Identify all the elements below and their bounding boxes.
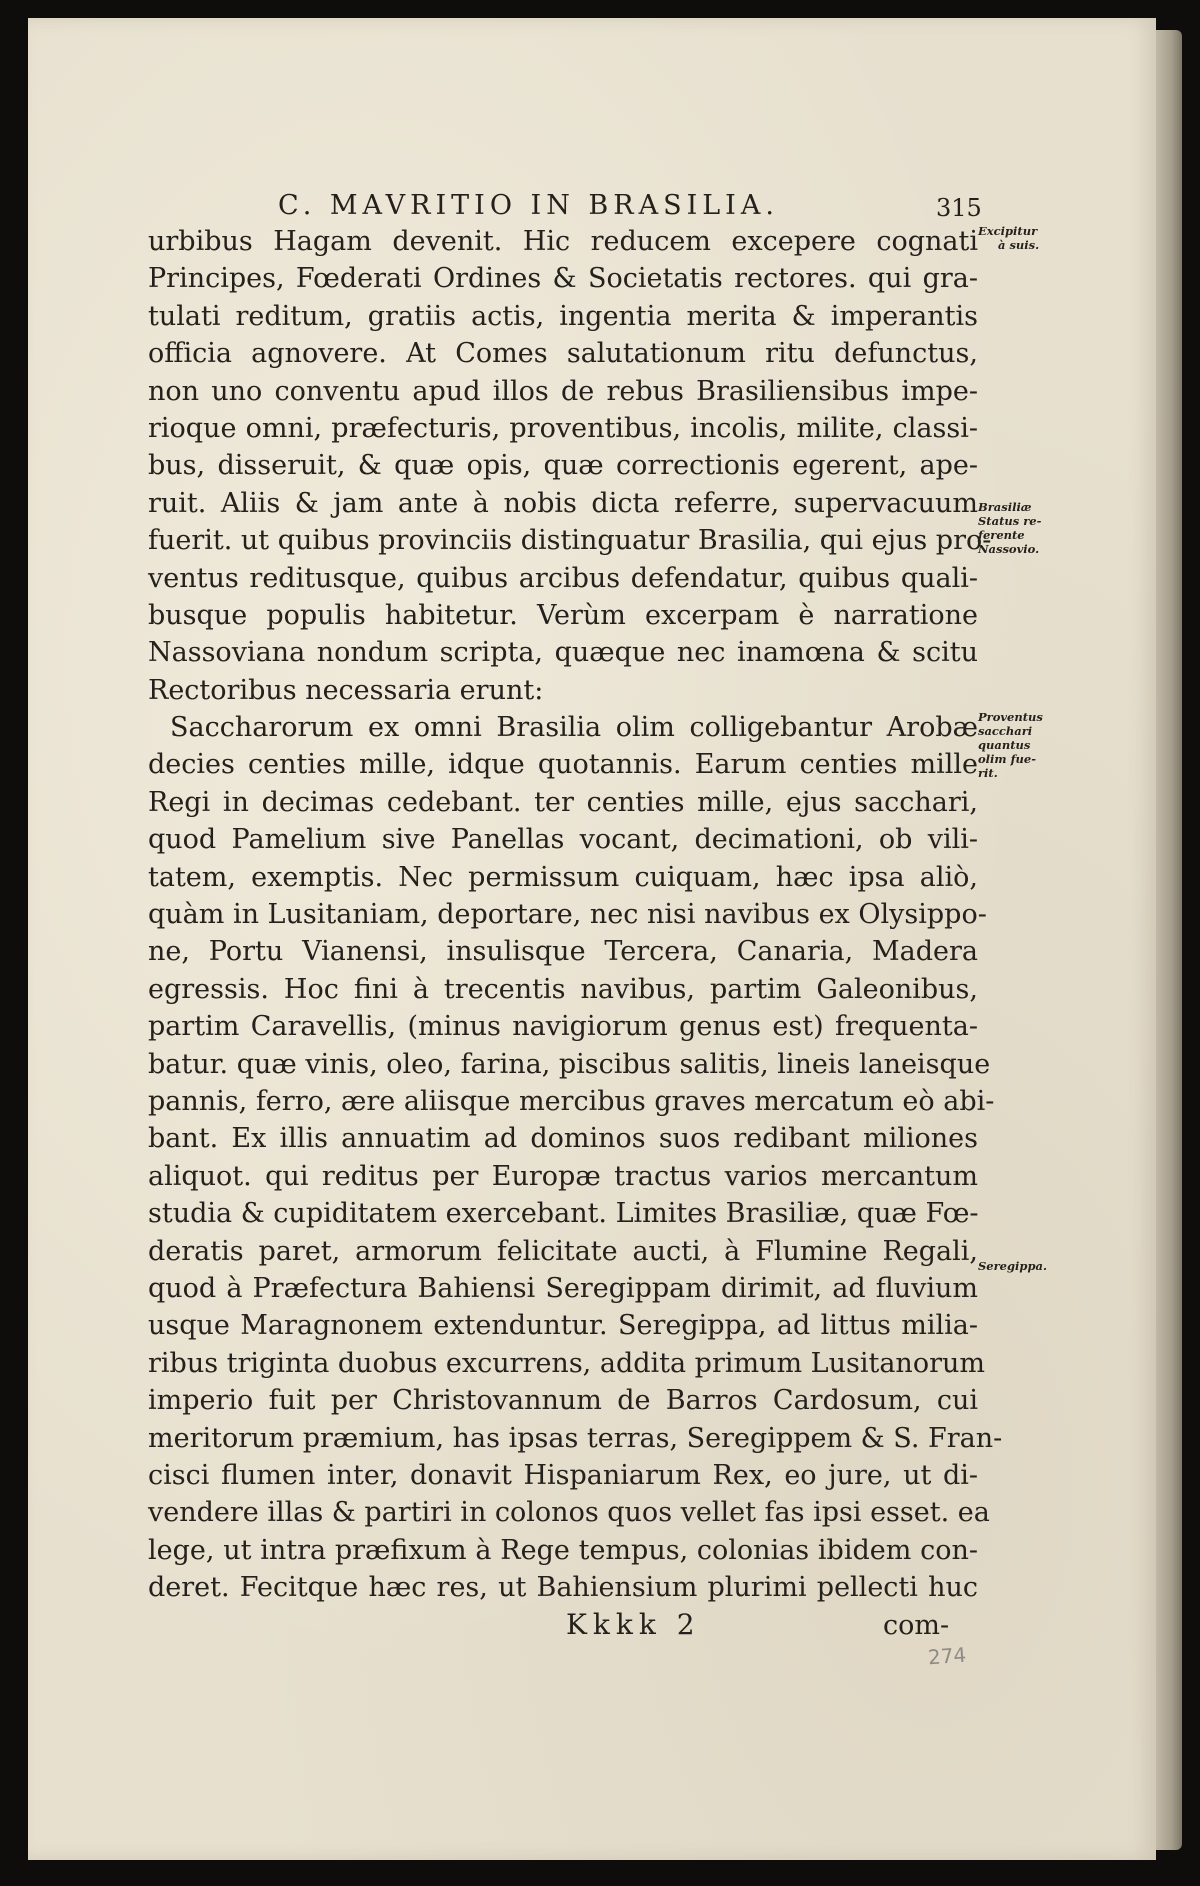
margin-note-line: quantus xyxy=(978,738,1031,752)
margin-note-line: à suis. xyxy=(998,238,1040,252)
text-line: Principes, Fœderati Ordines & Societatis rectores. qui gra- xyxy=(148,263,978,295)
margin-note-line: Status re- xyxy=(978,514,1042,528)
text-line: urbibus Hagam devenit. Hic reducem excepere cognati xyxy=(148,226,978,257)
text-line: deret. Fecitque hæc res, ut Bahiensium plurimi pellecti huc xyxy=(148,1572,978,1604)
text-line: ventus reditusque, quibus arcibus defendatur, quibus quali- xyxy=(148,562,978,594)
margin-note-line: Excipitur xyxy=(978,224,1038,238)
text-line: usque Maragnonem extenduntur. Seregippa, ad littus milia- xyxy=(148,1310,978,1342)
text-line: busque populis habitetur. Verùm excerpam è narratione xyxy=(148,599,978,631)
text-line: Regi in decimas cedebant. ter centies mille, ejus sacchari, xyxy=(148,786,978,818)
text-line: imperio fuit per Christovannum de Barros Cardosum, cui xyxy=(148,1385,978,1417)
text-line: partim Caravellis, (minus navigiorum genus est) frequenta- xyxy=(148,1011,978,1043)
margin-note-brasiliae xyxy=(978,500,1041,556)
text-line: ribus triginta duobus excurrens, addita primum Lusitanorum xyxy=(148,1347,985,1379)
text-line: lege, ut intra præfixum à Rege tempus, colonias ibidem con- xyxy=(148,1534,978,1566)
text-line: Rectoribus necessaria erunt: xyxy=(148,674,544,706)
margin-note-line: Brasiliæ xyxy=(978,500,1032,514)
text-line: vendere illas & partiri in colonos quos vellet fas ipsi esset. ea xyxy=(148,1497,990,1529)
text-line: Nassoviana nondum scripta, quæque nec inamœna & scitu xyxy=(148,637,978,669)
margin-note-line: sacchari xyxy=(978,724,1033,738)
text-line: batur. quæ vinis, oleo, farina, piscibus salitis, lineis laneisque xyxy=(148,1048,991,1080)
book-page xyxy=(28,18,1156,1860)
text-line: bus, disseruit, & quæ opis, quæ correctionis egerent, ape- xyxy=(148,450,978,482)
text-line: studia & cupiditatem exercebant. Limites Brasiliæ, quæ Fœ- xyxy=(148,1198,979,1230)
margin-note-line: Nassovio. xyxy=(978,542,1040,556)
text-line: pannis, ferro, ære aliisque mercibus graves mercatum eò abi- xyxy=(148,1085,995,1117)
text-line: ruit. Aliis & jam ante à nobis dicta referre, supervacuum xyxy=(148,487,978,519)
margin-note-line: ferente xyxy=(978,528,1025,542)
text-line: cisci flumen inter, donavit Hispaniarum Rex, eo jure, ut di- xyxy=(148,1459,978,1491)
margin-note-proventus xyxy=(978,710,1043,780)
margin-note-line: Seregippa. xyxy=(978,1259,1047,1273)
margin-note-line: olim fue- xyxy=(978,752,1036,766)
text-line: Saccharorum ex omni Brasilia olim colligebantur Arobæ xyxy=(170,712,978,744)
text-line: aliquot. qui reditus per Europæ tractus varios mercantum xyxy=(148,1160,978,1192)
text-line: quàm in Lusitaniam, deportare, nec nisi navibus ex Olysippo- xyxy=(148,899,987,931)
text-line: rioque omni, præfecturis, proventibus, incolis, milite, classi- xyxy=(148,412,978,444)
margin-note-line: rit. xyxy=(978,766,998,780)
text-line: decies centies mille, idque quotannis. Earum centies mille xyxy=(148,749,978,781)
text-line: quod Pamelium sive Panellas vocant, decimationi, ob vili- xyxy=(148,824,978,856)
text-line: fuerit. ut quibus provinciis distinguatur Brasilia, qui ejus pro- xyxy=(148,525,992,557)
text-line: ne, Portu Vianensi, insulisque Tercera, Canaria, Madera xyxy=(148,936,978,968)
text-line: quod à Præfectura Bahiensi Seregippam dirimit, ad fluvium xyxy=(148,1272,978,1304)
running-head: C. MAVRITIO IN BRASILIA. xyxy=(278,190,779,221)
text-line: tulati reditum, gratiis actis, ingentia merita & imperantis xyxy=(148,300,978,332)
margin-note-line: Proventus xyxy=(978,710,1043,724)
pencil-note: 274 xyxy=(927,1642,967,1670)
page-number: 315 xyxy=(936,194,982,222)
margin-note-seregippa xyxy=(978,1259,1047,1273)
text-line: egressis. Hoc fini à trecentis navibus, partim Galeonibus, xyxy=(148,973,978,1005)
signature-mark: Kkkk 2 xyxy=(566,1608,701,1641)
text-line: non uno conventu apud illos de rebus Brasiliensibus impe- xyxy=(148,375,978,407)
text-line: officia agnovere. At Comes salutationum ritu defunctus, xyxy=(148,338,978,370)
text-line: bant. Ex illis annuatim ad dominos suos redibant miliones xyxy=(148,1123,978,1155)
margin-note-excipitur xyxy=(978,224,1039,252)
text-line: deratis paret, armorum felicitate aucti, à Flumine Regali, xyxy=(148,1235,978,1267)
text-line: tatem, exemptis. Nec permissum cuiquam, hæc ipsa aliò, xyxy=(148,861,978,893)
text-line: meritorum præmium, has ipsas terras, Seregippem & S. Fran- xyxy=(148,1422,1003,1454)
catchword: com- xyxy=(883,1610,950,1641)
